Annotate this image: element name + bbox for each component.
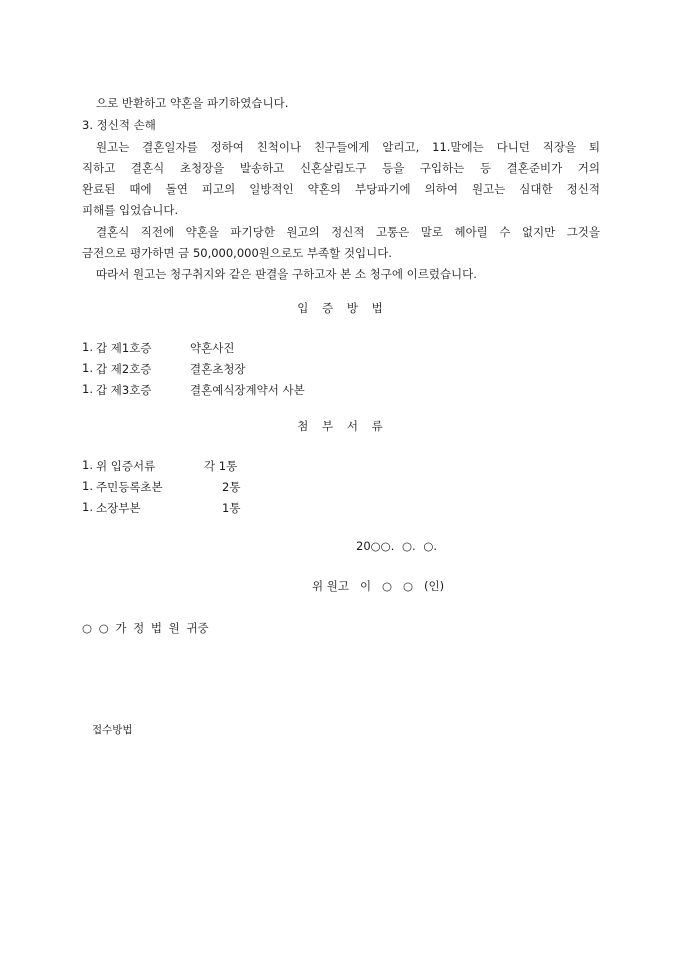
evidence-item-desc: 결혼초청장 xyxy=(190,362,246,376)
evidence-item-code: 갑 제1호증 xyxy=(96,341,152,355)
evidence-item-number: 1. xyxy=(82,340,93,354)
attachment-item-name: 주민등록초본 xyxy=(96,480,163,494)
paragraph-line: 완료된 때에 돌연 피고의 일방적인 약혼의 부당파기에 의하여 원고는 심대한 정신적 xyxy=(82,182,600,196)
paragraph-line: 피해를 입었습니다. xyxy=(82,203,179,217)
continuation-line: 으로 반환하고 약혼을 파기하였습니다. xyxy=(96,96,289,110)
section-heading-mental-damage: 3. 정신적 손해 xyxy=(82,118,156,132)
attachment-item-qty: 1통 xyxy=(222,501,241,515)
attachments-title: 첨 부 서 류 xyxy=(297,419,383,433)
paragraph-line: 결혼식 직전에 약혼을 파기당한 원고의 정신적 고통은 말로 헤아릴 수 없지만 그것을 xyxy=(96,225,600,239)
court-addressee: ○ ○ 가 정 법 원 귀중 xyxy=(82,621,209,635)
evidence-item-code: 갑 제3호증 xyxy=(96,383,152,397)
evidence-item-desc: 약혼사진 xyxy=(190,341,235,355)
evidence-item-desc: 결혼예식장계약서 사본 xyxy=(190,383,305,397)
document-date: 20○○. ○. ○. xyxy=(356,539,438,553)
attachment-item-qty: 2통 xyxy=(222,480,241,494)
evidence-item-number: 1. xyxy=(82,361,93,375)
paragraph-line: 금전으로 평가하면 금 50,000,000원으로도 부족할 것입니다. xyxy=(82,246,392,260)
attachment-item-number: 1. xyxy=(82,479,93,493)
attachment-item-number: 1. xyxy=(82,500,93,514)
attachment-item-name: 위 입증서류 xyxy=(96,459,156,473)
paragraph-line: 따라서 원고는 청구취지와 같은 판결을 구하고자 본 소 청구에 이르렀습니다. xyxy=(96,267,477,281)
attachment-item-qty: 각 1통 xyxy=(204,459,238,473)
filing-method-label: 접수방법 xyxy=(92,724,133,736)
evidence-title: 입 증 방 법 xyxy=(297,301,383,315)
evidence-item-code: 갑 제2호증 xyxy=(96,362,152,376)
plaintiff-signature: 위 원고 이 ○ ○ (인) xyxy=(312,579,445,593)
paragraph-line: 직하고 결혼식 초청장을 발송하고 신혼살림도구 등을 구입하는 등 결혼준비가 거의 xyxy=(82,161,600,175)
evidence-item-number: 1. xyxy=(82,382,93,396)
attachment-item-number: 1. xyxy=(82,458,93,472)
paragraph-line: 원고는 결혼일자를 정하여 친척이나 친구들에게 알리고, 11.말에는 다니던 직장을 퇴 xyxy=(96,140,600,154)
attachment-item-name: 소장부본 xyxy=(96,501,141,515)
